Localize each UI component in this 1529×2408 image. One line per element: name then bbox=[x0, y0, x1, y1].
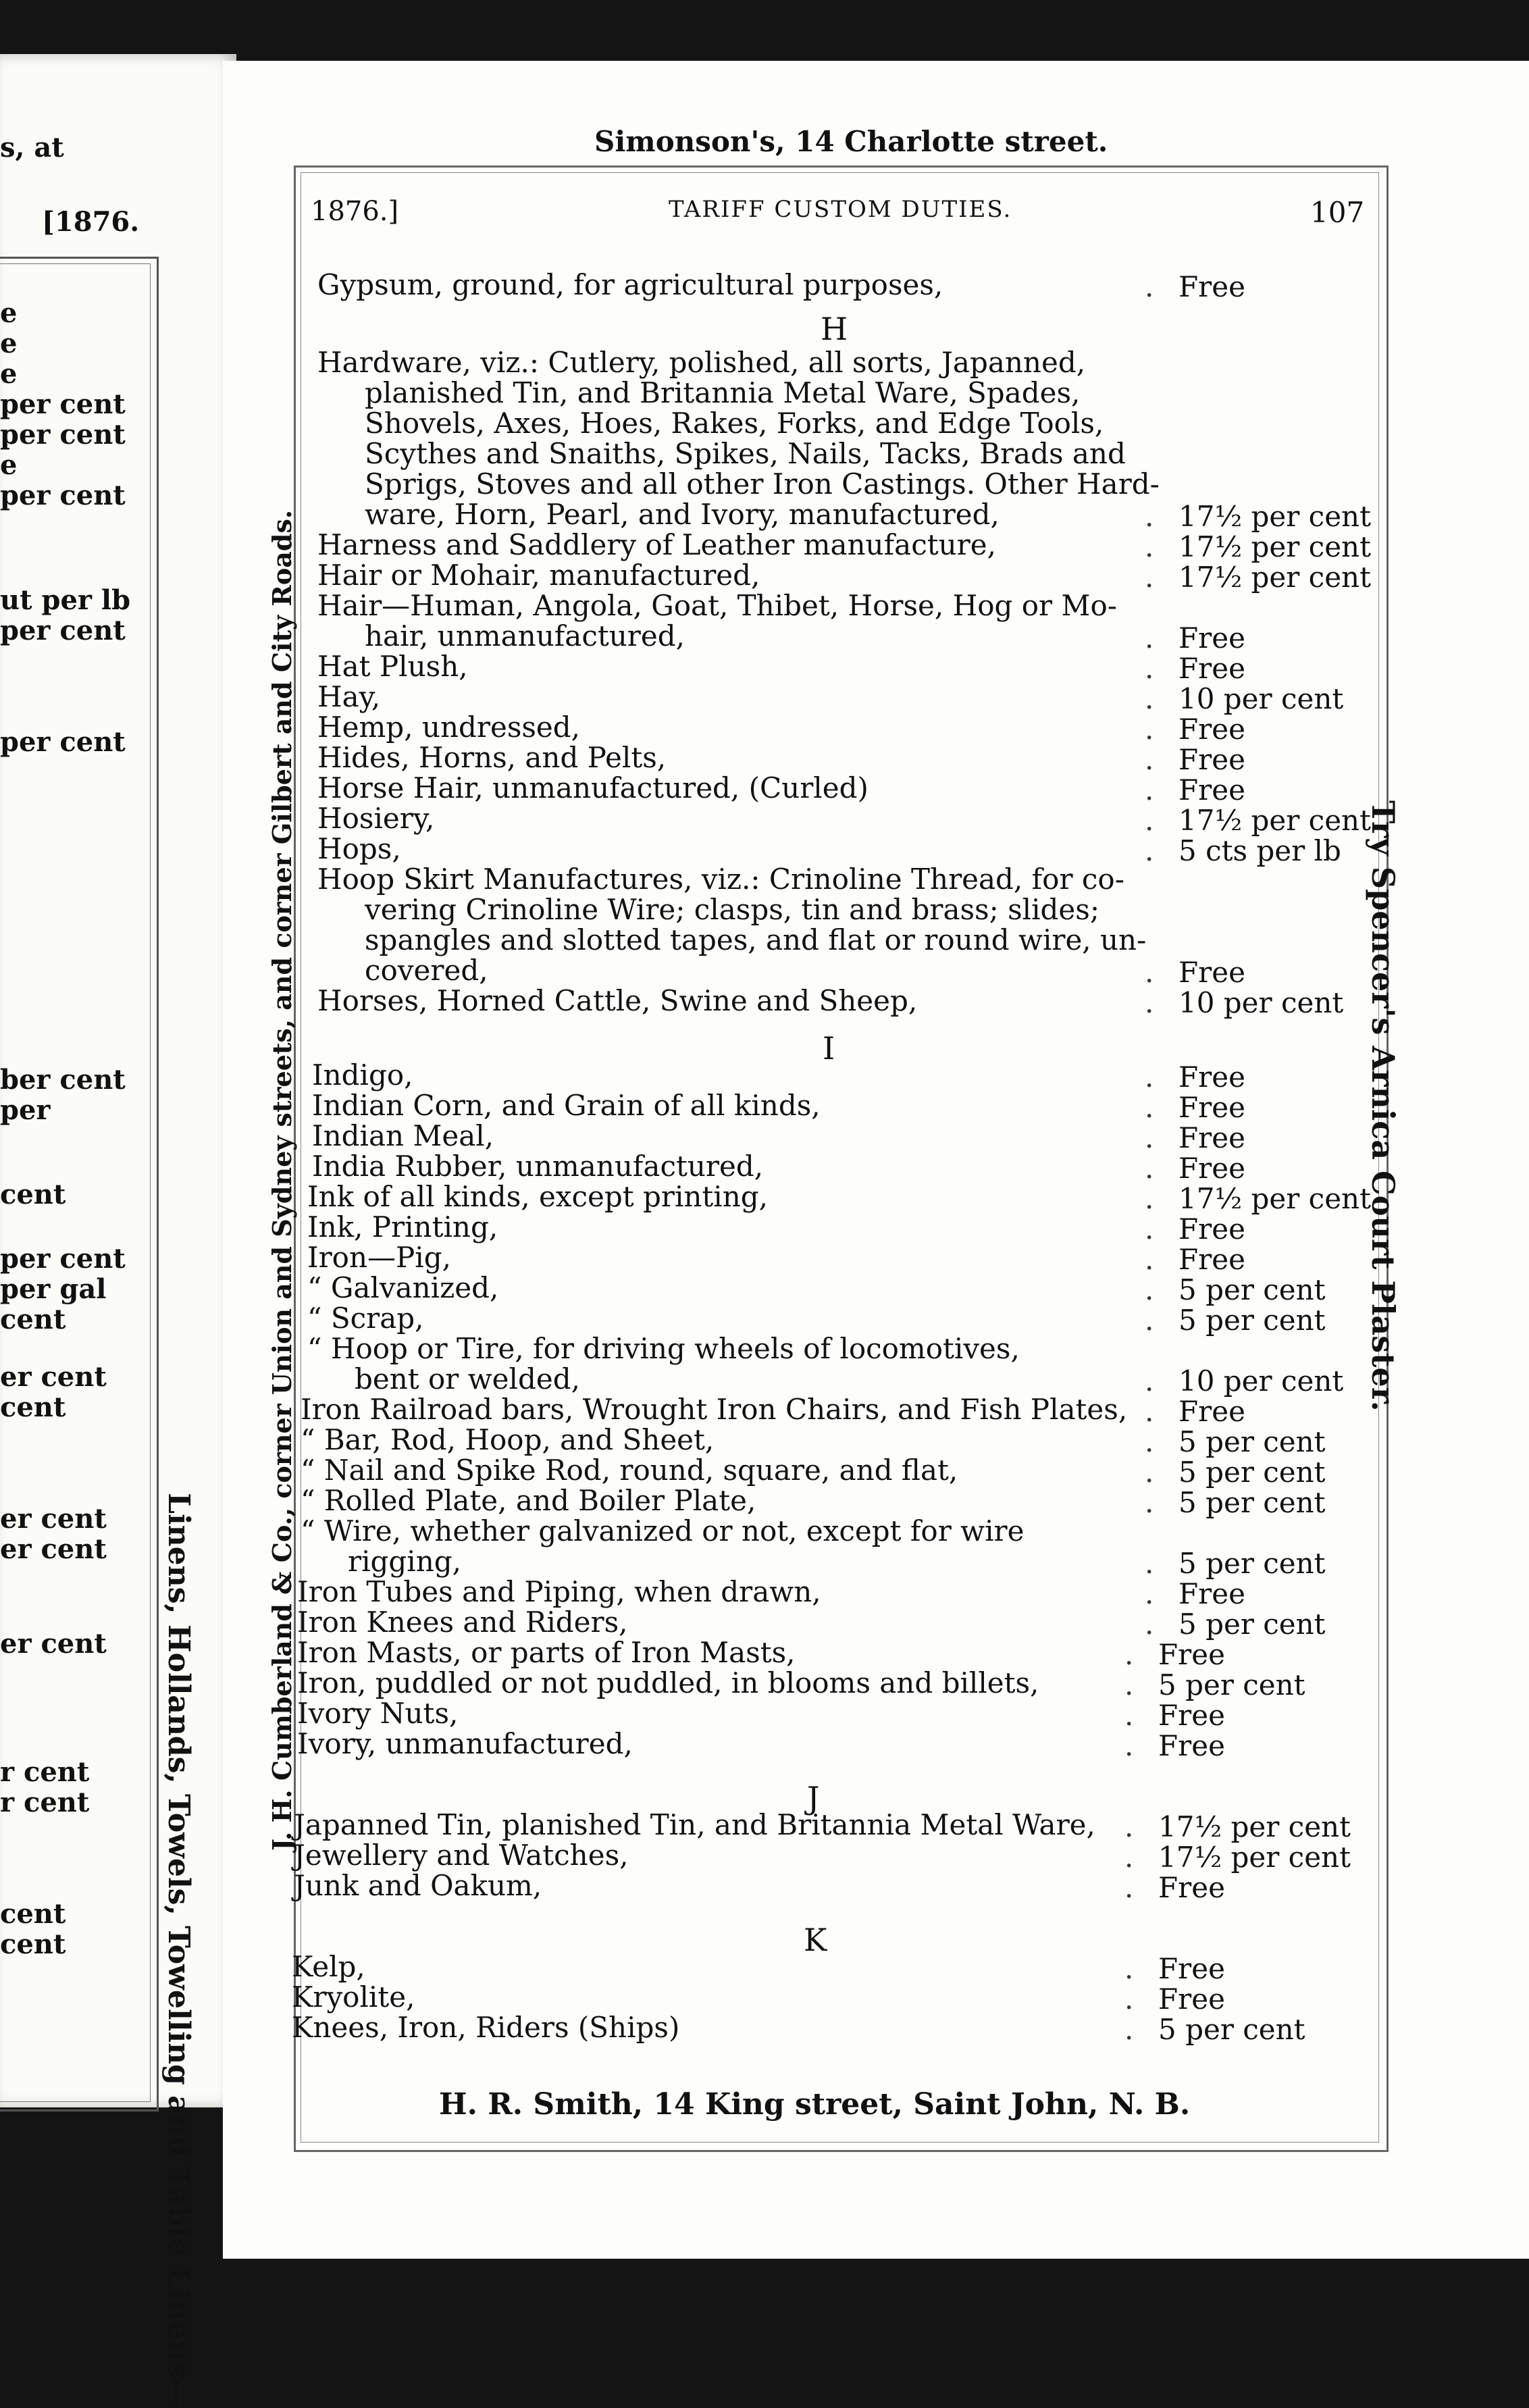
tariff-item: “ Wire, whether galvanized or not, except for wire bbox=[301, 1514, 1025, 1547]
facing-page-fragment: cent bbox=[0, 1898, 66, 1930]
tariff-rate: 5 per cent bbox=[1178, 1304, 1326, 1337]
tariff-item: Gypsum, ground, for agricultural purposes, bbox=[317, 268, 943, 301]
leader-dot: . bbox=[1145, 1364, 1154, 1398]
tariff-item: “ Galvanized, bbox=[307, 1271, 499, 1304]
tariff-item-continuation: Sprigs, Stoves and all other Iron Castings. Other Hard- bbox=[365, 467, 1160, 501]
tariff-rate: Free bbox=[1178, 713, 1245, 746]
tariff-rate: 17½ per cent bbox=[1158, 1810, 1351, 1843]
tariff-item: Iron Tubes and Piping, when drawn, bbox=[297, 1575, 821, 1608]
tariff-rate: Free bbox=[1178, 1152, 1245, 1185]
tariff-item: Iron—Pig, bbox=[307, 1241, 451, 1274]
tariff-item: Iron Masts, or parts of Iron Masts, bbox=[297, 1636, 796, 1669]
leader-dot: . bbox=[1145, 1273, 1154, 1306]
tariff-rate: Free bbox=[1178, 1395, 1245, 1428]
leader-dot: . bbox=[1124, 2013, 1134, 2046]
tariff-item: Iron, puddled or not puddled, in blooms and billets, bbox=[297, 1666, 1039, 1699]
tariff-item: Iron Knees and Riders, bbox=[297, 1606, 628, 1639]
tariff-item: Ink of all kinds, except printing, bbox=[307, 1180, 769, 1213]
leader-dot: . bbox=[1145, 1304, 1154, 1337]
leader-dot: . bbox=[1145, 530, 1154, 563]
leader-dot: . bbox=[1145, 561, 1154, 594]
tariff-item: “ Rolled Plate, and Boiler Plate, bbox=[301, 1484, 756, 1517]
leader-dot: . bbox=[1145, 1456, 1154, 1489]
leader-dot: . bbox=[1145, 270, 1154, 303]
tariff-item: “ Bar, Rod, Hoop, and Sheet, bbox=[301, 1423, 715, 1456]
tariff-item: Hay, bbox=[317, 680, 381, 713]
leader-dot: . bbox=[1145, 773, 1154, 806]
tariff-item-continuation: covered, bbox=[365, 954, 488, 987]
facing-page-fragment: ut per lb bbox=[0, 584, 131, 616]
leader-dot: . bbox=[1145, 500, 1154, 533]
running-header-title: TARIFF CUSTOM DUTIES. bbox=[669, 196, 1012, 223]
tariff-rate: Free bbox=[1178, 270, 1245, 303]
facing-page-fragment: er cent bbox=[0, 1533, 107, 1565]
tariff-item: Indian Corn, and Grain of all kinds, bbox=[312, 1089, 821, 1122]
facing-page-fragment: e bbox=[0, 449, 18, 481]
tariff-item: “ Hoop or Tire, for driving wheels of locomotives, bbox=[307, 1332, 1020, 1365]
tariff-item: Harness and Saddlery of Leather manufacture, bbox=[317, 528, 996, 561]
leader-dot: . bbox=[1145, 956, 1154, 989]
tariff-item: Hardware, viz.: Cutlery, polished, all sorts, Japanned, bbox=[317, 346, 1086, 379]
tariff-item: Knees, Iron, Riders (Ships) bbox=[292, 2011, 680, 2044]
tariff-rate: Free bbox=[1178, 743, 1245, 776]
facing-page-fragment: cent bbox=[0, 1179, 66, 1210]
tariff-item-continuation: rigging, bbox=[348, 1545, 461, 1578]
left-margin-advertisement: J. H. Cumberland & Co., corner Union and Sydney streets, and corner Gilbert and City Roads. bbox=[267, 509, 297, 1851]
leader-dot: . bbox=[1124, 1668, 1134, 1701]
leader-dot: . bbox=[1145, 1243, 1154, 1276]
tariff-item: Japanned Tin, planished Tin, and Britannia Metal Ware, bbox=[294, 1808, 1095, 1841]
facing-page-year-fragment: [1876. bbox=[42, 206, 140, 238]
tariff-item: Hides, Horns, and Pelts, bbox=[317, 741, 667, 774]
leader-dot: . bbox=[1145, 713, 1154, 746]
facing-page-fragment: r cent bbox=[0, 1756, 90, 1788]
tariff-rate: 17½ per cent bbox=[1178, 530, 1371, 563]
tariff-item-continuation: spangles and slotted tapes, and flat or round wire, un- bbox=[365, 923, 1147, 956]
tariff-item: Hemp, undressed, bbox=[317, 711, 581, 744]
tariff-rate: Free bbox=[1178, 1091, 1245, 1124]
leader-dot: . bbox=[1145, 1182, 1154, 1215]
leader-dot: . bbox=[1124, 1952, 1134, 1985]
tariff-rate: Free bbox=[1178, 1243, 1245, 1276]
tariff-item: Jewellery and Watches, bbox=[294, 1839, 629, 1872]
tariff-rate: 17½ per cent bbox=[1178, 500, 1371, 533]
tariff-item: Indian Meal, bbox=[312, 1119, 494, 1152]
tariff-item: Indigo, bbox=[312, 1058, 413, 1092]
tariff-rate: Free bbox=[1158, 1638, 1225, 1671]
facing-page-fragment: cent bbox=[0, 1928, 66, 1960]
facing-page-header-fragment: s, at bbox=[0, 132, 64, 163]
facing-page-fragment: e bbox=[0, 328, 18, 359]
tariff-rate: Free bbox=[1178, 1577, 1245, 1610]
bottom-advertisement: H. R. Smith, 14 King street, Saint John, N. B. bbox=[439, 2087, 1191, 2122]
facing-page-fragment: per cent bbox=[0, 615, 126, 646]
tariff-rate: Free bbox=[1178, 773, 1245, 806]
facing-page-fragment: er cent bbox=[0, 1361, 107, 1393]
tariff-item-continuation: vering Crinoline Wire; clasps, tin and brass; slides; bbox=[365, 893, 1099, 926]
leader-dot: . bbox=[1145, 804, 1154, 837]
tariff-rate: Free bbox=[1158, 1952, 1225, 1985]
facing-page-fragment: e bbox=[0, 358, 18, 390]
leader-dot: . bbox=[1145, 1608, 1154, 1641]
facing-page-fragment: per gal bbox=[0, 1273, 107, 1305]
tariff-rate: 5 per cent bbox=[1178, 1486, 1326, 1519]
tariff-rate: Free bbox=[1158, 1699, 1225, 1732]
tariff-rate: 5 per cent bbox=[1178, 1608, 1326, 1641]
tariff-rate: 5 per cent bbox=[1158, 1668, 1305, 1701]
leader-dot: . bbox=[1124, 1982, 1134, 2016]
facing-page-fragment: er cent bbox=[0, 1503, 107, 1535]
tariff-rate: 10 per cent bbox=[1178, 1364, 1344, 1398]
tariff-item-continuation: bent or welded, bbox=[355, 1362, 580, 1395]
leader-dot: . bbox=[1145, 1547, 1154, 1580]
facing-page-side-ad: Linens, Hollands, Towels, Towelling and Table Linens— bbox=[161, 1493, 196, 2408]
tariff-item: “ Nail and Spike Rod, round, square, and flat, bbox=[301, 1454, 958, 1487]
running-header bbox=[311, 196, 1364, 236]
tariff-item: India Rubber, unmanufactured, bbox=[312, 1150, 764, 1183]
leader-dot: . bbox=[1145, 743, 1154, 776]
tariff-rate: Free bbox=[1178, 652, 1245, 685]
right-margin-advertisement: Try Spencer's Arnica Court Plaster. bbox=[1365, 800, 1401, 1412]
facing-page-fragment: r cent bbox=[0, 1787, 90, 1818]
tariff-rate: 5 per cent bbox=[1158, 2013, 1305, 2046]
facing-page bbox=[0, 54, 236, 2408]
tariff-item-continuation: Shovels, Axes, Hoes, Rakes, Forks, and Edge Tools, bbox=[365, 407, 1104, 440]
tariff-rate: 17½ per cent bbox=[1158, 1841, 1351, 1874]
facing-page-fragment: ber cent bbox=[0, 1064, 126, 1096]
section-letter-j: J bbox=[807, 1780, 820, 1816]
tariff-rate: 17½ per cent bbox=[1178, 561, 1371, 594]
leader-dot: . bbox=[1145, 1425, 1154, 1458]
tariff-rate: 5 per cent bbox=[1178, 1425, 1326, 1458]
tariff-item-continuation: hair, unmanufactured, bbox=[365, 619, 685, 652]
tariff-rate: 10 per cent bbox=[1178, 986, 1344, 1019]
section-letter-k: K bbox=[804, 1922, 827, 1958]
leader-dot: . bbox=[1145, 1060, 1154, 1094]
top-advertisement: Simonson's, 14 Charlotte street. bbox=[594, 125, 1108, 158]
tariff-item-continuation: Scythes and Snaiths, Spikes, Nails, Tacks, Brads and bbox=[365, 437, 1126, 470]
tariff-item: Ivory, unmanufactured, bbox=[297, 1727, 633, 1760]
leader-dot: . bbox=[1145, 1152, 1154, 1185]
facing-page-fragment: per cent bbox=[0, 1243, 126, 1275]
facing-page-fragment: e bbox=[0, 297, 18, 329]
tariff-item: Kelp, bbox=[292, 1950, 365, 1983]
facing-page-fragment: er cent bbox=[0, 1628, 107, 1660]
section-letter-i: I bbox=[823, 1030, 835, 1067]
tariff-item-continuation: ware, Horn, Pearl, and Ivory, manufactured, bbox=[365, 498, 1000, 531]
section-letter-h: H bbox=[821, 311, 848, 347]
leader-dot: . bbox=[1124, 1638, 1134, 1671]
tariff-rate: 5 cts per lb bbox=[1178, 834, 1341, 867]
leader-dot: . bbox=[1145, 621, 1154, 655]
leader-dot: . bbox=[1145, 1486, 1154, 1519]
tariff-rate: 10 per cent bbox=[1178, 682, 1344, 715]
leader-dot: . bbox=[1124, 1699, 1134, 1732]
tariff-item: Hosiery, bbox=[317, 802, 435, 835]
facing-page-fragment: per cent bbox=[0, 480, 126, 511]
leader-dot: . bbox=[1145, 1212, 1154, 1246]
tariff-rate: 17½ per cent bbox=[1178, 804, 1371, 837]
leader-dot: . bbox=[1124, 1810, 1134, 1843]
tariff-rate: Free bbox=[1158, 1729, 1225, 1762]
facing-page-fragment: per cent bbox=[0, 388, 126, 420]
tariff-rate: Free bbox=[1178, 1060, 1245, 1094]
tariff-rate: Free bbox=[1178, 1212, 1245, 1246]
tariff-item: Hoop Skirt Manufactures, viz.: Crinoline Thread, for co- bbox=[317, 863, 1124, 896]
tariff-item: Kryolite, bbox=[292, 1980, 415, 2014]
tariff-rate: Free bbox=[1178, 621, 1245, 655]
tariff-item: Ink, Printing, bbox=[307, 1210, 498, 1244]
tariff-rate: 5 per cent bbox=[1178, 1456, 1326, 1489]
tariff-rate: 5 per cent bbox=[1178, 1273, 1326, 1306]
tariff-item-continuation: planished Tin, and Britannia Metal Ware, Spades, bbox=[365, 376, 1081, 409]
tariff-item: Junk and Oakum, bbox=[294, 1869, 542, 1902]
tariff-item: Ivory Nuts, bbox=[297, 1697, 459, 1730]
tariff-rate: Free bbox=[1178, 956, 1245, 989]
leader-dot: . bbox=[1145, 1121, 1154, 1154]
tariff-item: Iron Railroad bars, Wrought Iron Chairs, and Fish Plates, bbox=[301, 1393, 1128, 1426]
leader-dot: . bbox=[1124, 1871, 1134, 1904]
leader-dot: . bbox=[1145, 682, 1154, 715]
tariff-rate: Free bbox=[1178, 1121, 1245, 1154]
tariff-rate: 17½ per cent bbox=[1178, 1182, 1371, 1215]
leader-dot: . bbox=[1145, 1395, 1154, 1428]
facing-page-fragment: cent bbox=[0, 1391, 66, 1423]
leader-dot: . bbox=[1124, 1729, 1134, 1762]
leader-dot: . bbox=[1145, 986, 1154, 1019]
tariff-item: Horse Hair, unmanufactured, (Curled) bbox=[317, 771, 869, 804]
leader-dot: . bbox=[1145, 1577, 1154, 1610]
leader-dot: . bbox=[1124, 1841, 1134, 1874]
tariff-item: Hair—Human, Angola, Goat, Thibet, Horse, Hog or Mo- bbox=[317, 589, 1117, 622]
tariff-item: Hops, bbox=[317, 832, 401, 865]
leader-dot: . bbox=[1145, 834, 1154, 867]
facing-page-fragment: cent bbox=[0, 1304, 66, 1335]
leader-dot: . bbox=[1145, 1091, 1154, 1124]
tariff-rate: Free bbox=[1158, 1871, 1225, 1904]
page-number: 107 bbox=[1310, 196, 1365, 229]
tariff-rate: 5 per cent bbox=[1178, 1547, 1326, 1580]
tariff-item: Hat Plush, bbox=[317, 650, 468, 683]
running-header-year: 1876.] bbox=[311, 196, 399, 227]
tariff-item: “ Scrap, bbox=[307, 1302, 424, 1335]
leader-dot: . bbox=[1145, 652, 1154, 685]
facing-page-fragment: per bbox=[0, 1094, 51, 1126]
tariff-rate: Free bbox=[1158, 1982, 1225, 2016]
tariff-item: Horses, Horned Cattle, Swine and Sheep, bbox=[317, 984, 918, 1017]
tariff-item: Hair or Mohair, manufactured, bbox=[317, 559, 760, 592]
facing-page-fragment: per cent bbox=[0, 419, 126, 451]
facing-page-fragment: per cent bbox=[0, 726, 126, 758]
